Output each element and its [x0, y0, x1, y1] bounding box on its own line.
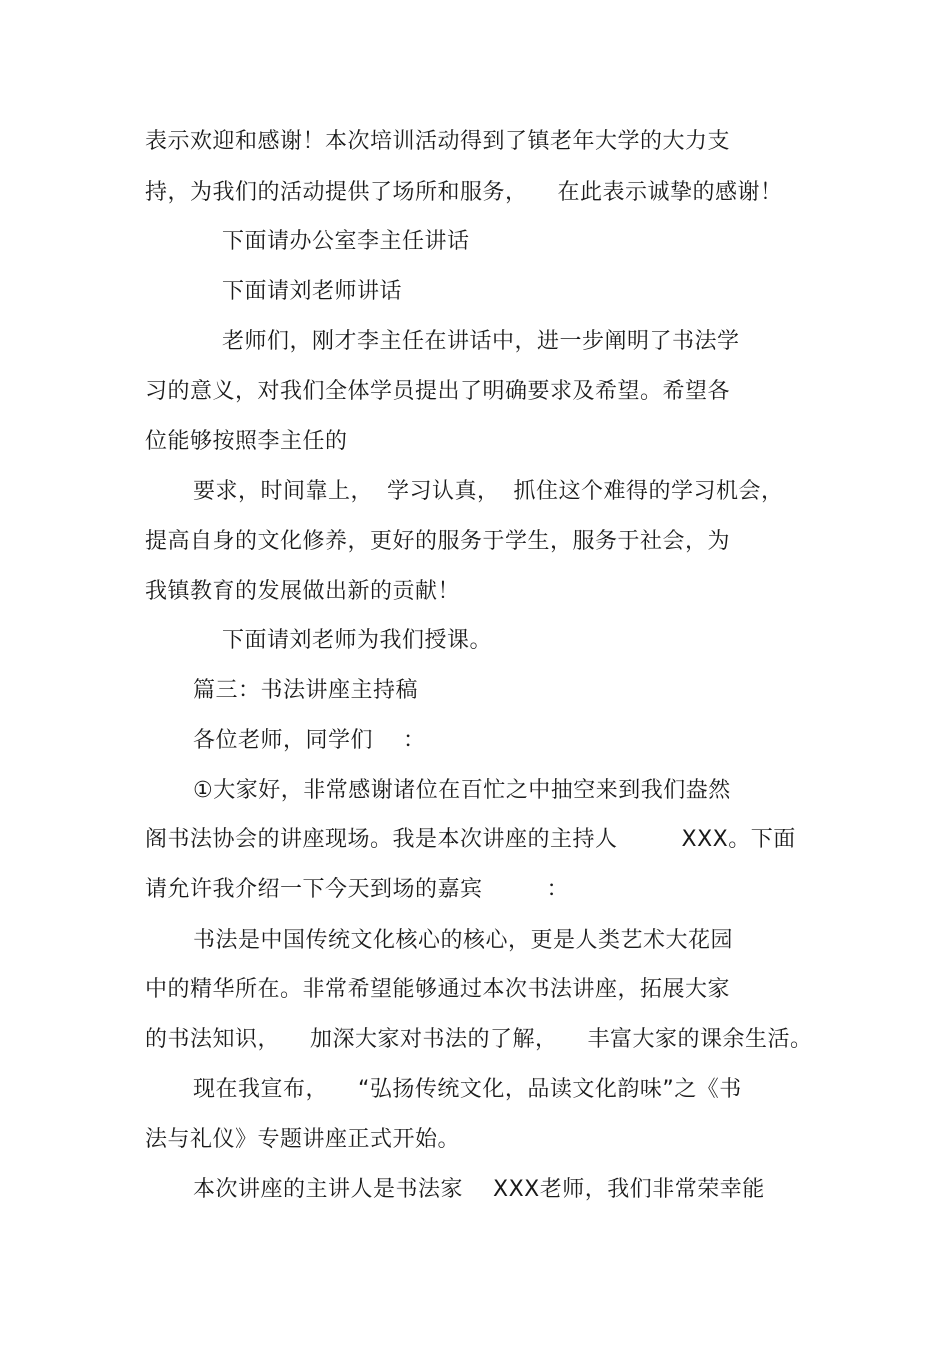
paragraph-line — [145, 976, 730, 1004]
text-segment: 加深大家对书法的了解， — [310, 1027, 558, 1052]
text-segment: 我镇教育的发展做出新的贡献！ — [145, 579, 461, 604]
paragraph-line — [145, 528, 730, 556]
text-segment: XXX。下面 — [681, 827, 796, 852]
text-segment: 习的意义，对我们全体学员提出了明确要求及希望。希望各 — [145, 379, 731, 404]
text-segment: 下面请刘老师讲话 — [222, 279, 403, 304]
text-segment: 阁书法协会的讲座现场。我是本次讲座的主持人 — [145, 827, 618, 852]
text-segment: 在此表示诚挚的感谢！ — [557, 180, 783, 205]
paragraph-line — [145, 578, 460, 606]
paragraph-line — [193, 927, 733, 955]
paragraph-line — [145, 876, 569, 904]
text-segment: 现在我宣布， — [193, 1077, 329, 1102]
text-segment: 要求，时间靠上， — [193, 479, 374, 504]
text-segment: ： — [546, 877, 570, 902]
text-segment: “弘扬传统文化，品读文化韵味”之《书 — [358, 1077, 742, 1102]
text-segment: 持，为我们的活动提供了场所和服务， — [145, 180, 528, 205]
text-segment: 书法是中国传统文化核心的核心，更是人类艺术大花园 — [193, 928, 734, 953]
paragraph-line — [222, 328, 740, 356]
text-segment: ： — [403, 728, 426, 753]
text-segment: 抓住这个难得的学习机会， — [513, 479, 784, 504]
text-segment: 老师们，刚才李主任在讲话中，进一步阐明了书法学 — [222, 329, 740, 354]
text-segment: ①大家好，非常感谢诸位在百忙之中抽空来到我们盎然 — [193, 778, 731, 803]
paragraph-line — [193, 727, 426, 755]
paragraph-line — [145, 1126, 460, 1154]
text-segment: 丰富大家的课余生活。 — [587, 1027, 813, 1052]
text-segment: 中的精华所在。非常希望能够通过本次书法讲座，拓展大家 — [145, 977, 731, 1002]
text-segment: 各位老师，同学们 — [193, 728, 374, 753]
text-segment: 下面请办公室李主任讲话 — [222, 229, 470, 254]
paragraph-line — [222, 627, 492, 655]
text-segment: 下面请刘老师为我们授课。 — [222, 628, 493, 653]
paragraph-line — [193, 1076, 742, 1104]
text-segment: 提高自身的文化修养，更好的服务于学生，服务于社会，为 — [145, 529, 731, 554]
section-heading — [193, 677, 418, 705]
text-segment: 位能够按照李主任的 — [145, 429, 348, 454]
paragraph-line — [145, 128, 730, 156]
text-segment: 学习认真， — [387, 479, 500, 504]
paragraph-line — [145, 826, 796, 854]
text-segment: 的书法知识， — [145, 1027, 281, 1052]
paragraph-line — [193, 777, 731, 805]
text-segment: 表示欢迎和感谢！本次培训活动得到了镇老年大学的大力支 — [145, 129, 731, 154]
text-segment: 本次讲座的主讲人是书法家 — [193, 1177, 464, 1202]
text-segment: 请允许我介绍一下今天到场的嘉宾 — [145, 877, 483, 902]
paragraph-line — [145, 428, 348, 456]
paragraph-line — [193, 1176, 765, 1204]
paragraph-line — [145, 1026, 813, 1054]
paragraph-line — [222, 278, 402, 306]
paragraph-line — [145, 179, 783, 207]
text-segment: XXX老师，我们非常荣幸能 — [493, 1177, 765, 1202]
paragraph-line — [145, 378, 730, 406]
paragraph-line — [193, 478, 784, 506]
paragraph-line — [222, 228, 470, 256]
text-segment: 法与礼仪》专题讲座正式开始。 — [145, 1127, 461, 1152]
text-segment: 篇三：书法讲座主持稿 — [193, 678, 419, 703]
